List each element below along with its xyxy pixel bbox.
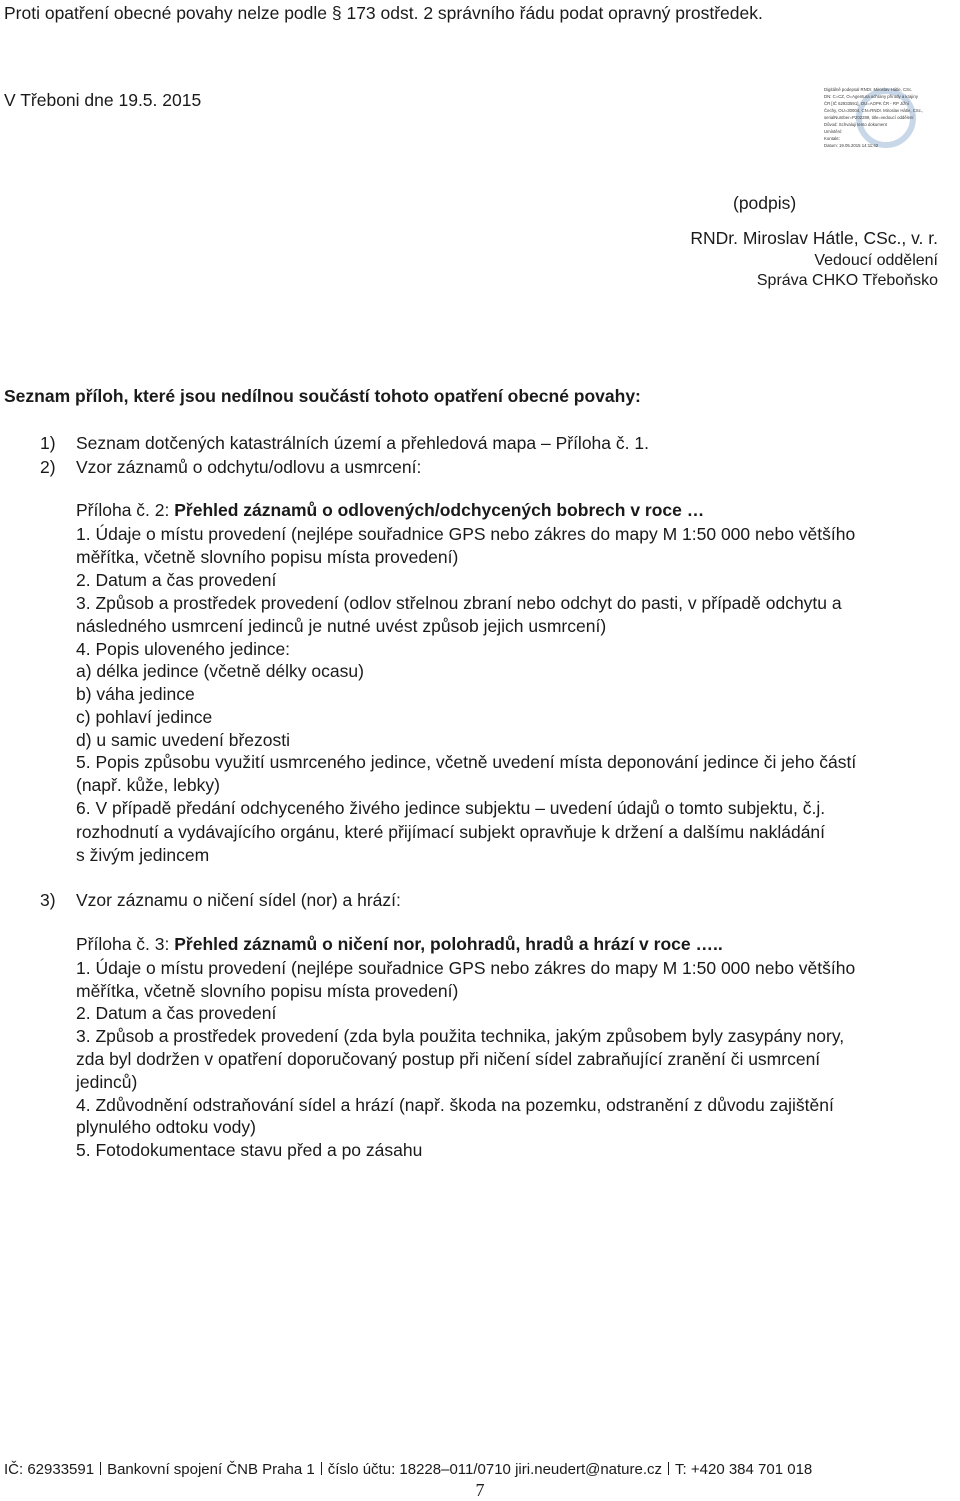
footer-separator <box>321 1462 322 1475</box>
annex-2-line: 1. Údaje o místu provedení (nejlépe souřadnice GPS nebo zákres do mapy M 1:50 000 nebo většího <box>76 524 856 544</box>
place-date: V Třeboni dne 19.5. 2015 <box>4 90 202 110</box>
annex-2-title <box>76 500 704 521</box>
signatory-role: Vedoucí oddělení <box>814 252 938 269</box>
annex-3-line: měřítka, včetně slovního popisu místa provedení) <box>76 981 459 1001</box>
attachment-2-text: Vzor záznamů o odchytu/odlovu a usmrcení: <box>76 457 422 477</box>
annex-2-line: (např. kůže, lebky) <box>76 775 220 795</box>
footer-separator <box>668 1462 669 1475</box>
signature-line: serialNumber=P202289, title=vedoucí oddělení <box>824 115 914 120</box>
attachment-1-number: 1) <box>40 433 56 453</box>
footer-phone: T: +420 384 701 018 <box>675 1461 813 1478</box>
signature-line: Čechy, OU=30004, CN=RNDr. Miroslav Hátle, CSc., <box>824 108 924 113</box>
annex-3-line: plynulého odtoku vody) <box>76 1117 256 1137</box>
signature-line: DN: C=CZ, O=Agentura ochrany přírody a krajiny <box>824 94 918 99</box>
annex-2-line: c) pohlaví jedince <box>76 707 213 727</box>
annex-2-line: rozhodnutí a vydávajícího orgánu, které přijímací subjekt opravňuje k držení a dalšímu nakládání <box>76 822 826 842</box>
annex-2-line: 4. Popis uloveného jedince: <box>76 639 291 659</box>
footer-contact <box>4 1461 812 1478</box>
annex-2-line: d) u samic uvedení březosti <box>76 730 290 750</box>
signature-label: (podpis) <box>733 193 797 213</box>
annex-3-heading: Přehled záznamů o ničení nor, polohradů, hradů a hrází v roce ….. <box>174 934 723 954</box>
footer-ic: IČ: 62933591 <box>4 1461 95 1478</box>
annex-2-prefix: Příloha č. 2: <box>76 500 175 520</box>
annex-3-prefix: Příloha č. 3: <box>76 934 175 954</box>
annex-2-line: 5. Popis způsobu využití usmrceného jedince, včetně uvedení místa deponování jedince či jeho částí <box>76 752 857 772</box>
appeal-note: Proti opatření obecné povahy nelze podle § 173 odst. 2 správního řádu podat opravný prostředek. <box>4 3 763 23</box>
signatory-name: RNDr. Miroslav Hátle, CSc., v. r. <box>690 228 938 248</box>
signatory-organization: Správa CHKO Třeboňsko <box>756 272 938 289</box>
annex-3-line: 1. Údaje o místu provedení (nejlépe souřadnice GPS nebo zákres do mapy M 1:50 000 nebo většího <box>76 958 856 978</box>
signature-line: Datum: 19.05.2015 14:11:42 <box>824 143 879 148</box>
digital-signature-stamp <box>822 86 922 162</box>
signature-details <box>824 86 923 149</box>
page-number: 7 <box>475 1480 485 1500</box>
annex-3-title <box>76 934 723 955</box>
annex-2-line: 2. Datum a čas provedení <box>76 570 277 590</box>
annex-2-line: měřítka, včetně slovního popisu místa provedení) <box>76 547 459 567</box>
annex-3-line: 4. Zdůvodnění odstraňování sídel a hrází (např. škoda na pozemku, odstranění z důvodu zajištění <box>76 1095 834 1115</box>
annex-2-heading: Přehled záznamů o odlovených/odchycených bobrech v roce … <box>174 500 705 520</box>
annex-2-line: 3. Způsob a prostředek provedení (odlov střelnou zbraní nebo odchyt do pasti, v případě odchytu a <box>76 593 842 613</box>
annex-3-line: zda byl dodržen v opatření doporučovaný postup při ničení sídel zabraňující zranění či usmrcení <box>76 1049 821 1069</box>
annex-2-line: 6. V případě předání odchyceného živého jedince subjektu – uvedení údajů o tomto subjektu, č.j. <box>76 798 826 818</box>
attachment-3-text: Vzor záznamu o ničení sídel (nor) a hrází: <box>76 890 401 910</box>
signature-line: Důvod: Schvaluji tento dokument <box>824 122 887 127</box>
annex-2-line: a) délka jedince (včetně délky ocasu) <box>76 661 364 681</box>
signature-line: Digitálně podepsal RNDr. Miroslav Hátle, CSc. <box>824 87 913 92</box>
attachment-3-number: 3) <box>40 890 56 910</box>
footer-account-email: číslo účtu: 18228–011/0710 jiri.neudert@nature.cz <box>327 1461 663 1478</box>
annex-3-line: 5. Fotodokumentace stavu před a po zásahu <box>76 1140 423 1160</box>
signature-line: Kontakt: <box>824 136 840 141</box>
signature-line: ČR [IČ 62933591], OU=AOPK ČR - RP Jižní <box>824 101 909 106</box>
attachment-1-text: Seznam dotčených katastrálních území a přehledová mapa – Příloha č. 1. <box>76 433 649 453</box>
signature-line: Umístění: <box>824 129 843 134</box>
footer-bank: Bankovní spojení ČNB Praha 1 <box>107 1461 315 1478</box>
footer-separator <box>100 1462 101 1475</box>
attachment-2-number: 2) <box>40 457 56 477</box>
annex-3-line: 3. Způsob a prostředek provedení (zda byla použita technika, jakým způsobem byly zasypány nory, <box>76 1026 845 1046</box>
annex-3-line: jedinců) <box>76 1072 138 1092</box>
annex-2-line: b) váha jedince <box>76 684 195 704</box>
annex-2-line: s živým jedincem <box>76 845 210 865</box>
annex-2-line: následného usmrcení jedinců je nutné uvést způsob jejich usmrcení) <box>76 616 607 636</box>
attachments-heading: Seznam příloh, které jsou nedílnou součástí tohoto opatření obecné povahy: <box>4 386 641 406</box>
annex-3-line: 2. Datum a čas provedení <box>76 1003 277 1023</box>
